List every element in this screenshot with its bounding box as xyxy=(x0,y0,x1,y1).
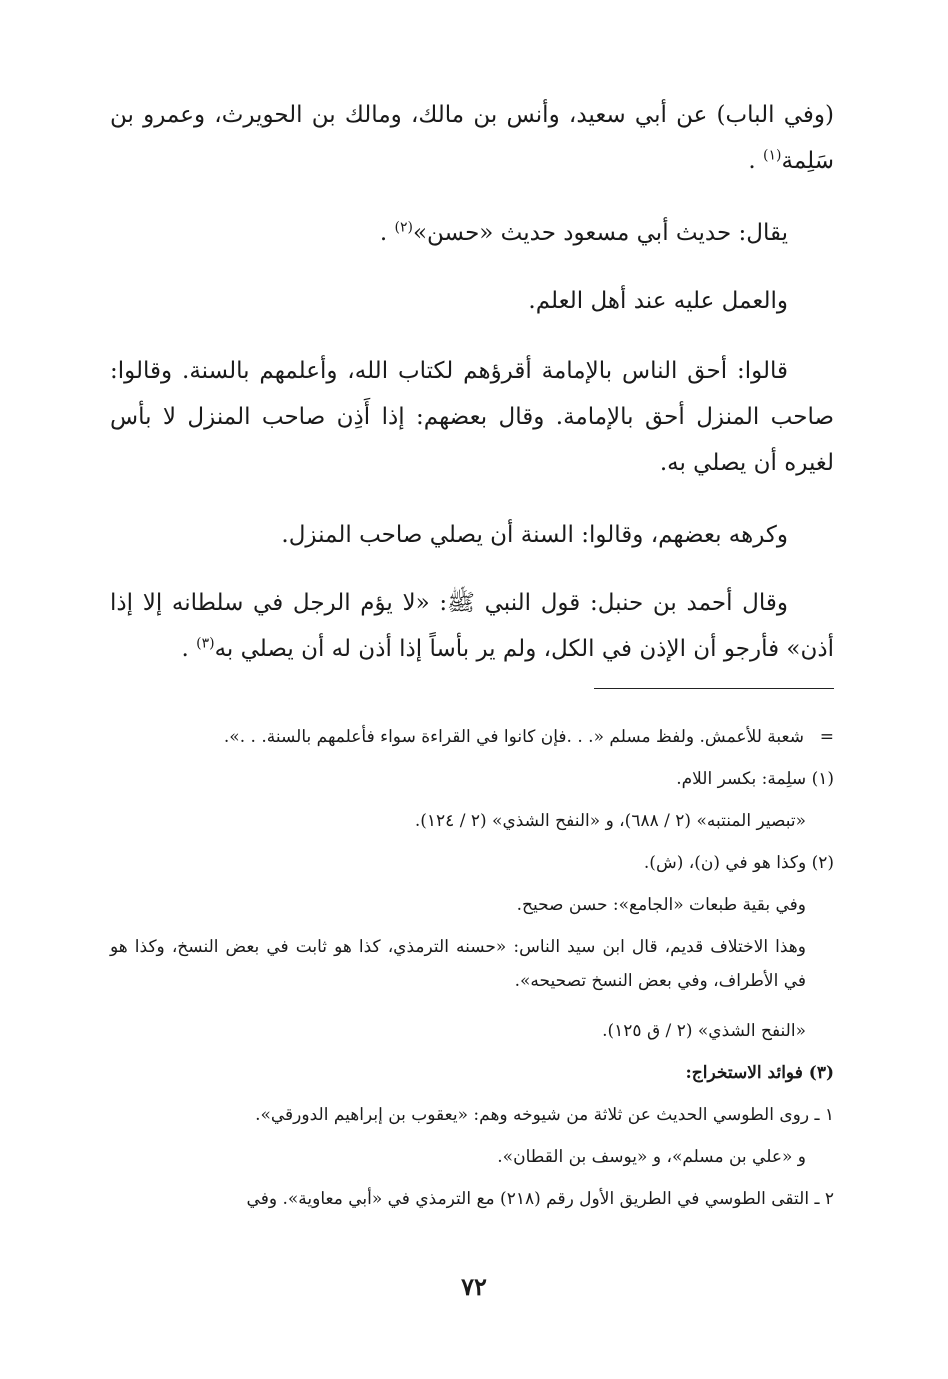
paragraph-scholars-practice: والعمل عليه عند أهل العلم. xyxy=(528,288,788,314)
footnote-3-point-1: ١ ـ روى الطوسي الحديث عن ثلاثة من شيوخه وهم: «يعقوب بن إبراهيم الدورقي». xyxy=(255,1105,834,1125)
para1-end: . xyxy=(748,148,764,174)
footnote-2-source: «النفح الشذي» (٢ / ق ١٢٥). xyxy=(602,1021,806,1041)
para6-end: . xyxy=(181,636,197,662)
footnote-3-point-2: ٢ ـ التقى الطوسي في الطريق الأول رقم (٢١٨) مع الترمذي في «أبي معاوية». وفي xyxy=(246,1189,834,1209)
footnote-continuation xyxy=(110,720,834,754)
continuation-mark: = xyxy=(819,727,834,747)
footnote-2-editions: وفي بقية طبعات «الجامع»: حسن صحيح. xyxy=(516,895,806,915)
footnote-ref-1: (١) xyxy=(763,147,782,164)
footnote-3-heading: (٣) فوائد الاستخراج: xyxy=(685,1063,834,1083)
footnote-2-discussion: وهذا الاختلاف قديم، قال ابن سيد الناس: «حسنه الترمذي، كذا هو ثابت في بعض النسخ، وكذا هو في الأطراف، وفي بعض النسخ تصحيحه». xyxy=(110,937,806,991)
footnote-1-source: «تبصير المنتبه» (٢ / ٦٨٨)، و «النفح الشذي» (٢ / ١٢٤). xyxy=(414,811,806,831)
footnote-2: (٢) وكذا هو في (ن)، (ش). xyxy=(643,853,834,873)
para2-end: . xyxy=(379,220,395,246)
para1-text: (وفي الباب) عن أبي سعيد، وأنس بن مالك، ومالك بن الحويرث، وعمرو بن سَلِمة xyxy=(110,102,834,174)
paragraph-ahmad-ibn-hanbal xyxy=(110,580,834,672)
paragraph-hadith-grade xyxy=(110,210,834,256)
paragraph-in-the-chapter xyxy=(110,92,834,184)
footnote-separator xyxy=(594,688,834,689)
footnote-ref-3: (٣) xyxy=(196,635,215,652)
page-number: ٧٢ xyxy=(461,1272,487,1301)
continuation-text: شعبة للأعمش. ولفظ مسلم «. . .فإن كانوا في القراءة سواء فأعلمهم بالسنة. . .». xyxy=(223,727,804,747)
footnote-1: (١) سلِمة: بكسر اللام. xyxy=(676,769,834,789)
para6-text: وقال أحمد بن حنبل: قول النبي ﷺ: «لا يؤم الرجل في سلطانه إلا إذا أذن» فأرجو أن الإذن في الكل، ولم ير بأساً إذا أذن له أن يصلي به xyxy=(110,590,834,662)
footnote-ref-2: (٢) xyxy=(394,219,413,236)
footnote-3-point-1-cont: و «علي بن مسلم»، و «يوسف بن القطان». xyxy=(497,1147,806,1167)
paragraph-imamate-rights: قالوا: أحق الناس بالإمامة أقرؤهم لكتاب الله، وأعلمهم بالسنة. وقالوا: صاحب المنزل أحق بالإمامة. وقال بعضهم: إذا أَذِن صاحب المنزل لا بأس لغيره أن يصلي به. xyxy=(110,358,834,476)
paragraph-dislike-opinion: وكرهه بعضهم، وقالوا: السنة أن يصلي صاحب المنزل. xyxy=(281,522,788,548)
para2-text: يقال: حديث أبي مسعود حديث «حسن» xyxy=(412,220,788,246)
